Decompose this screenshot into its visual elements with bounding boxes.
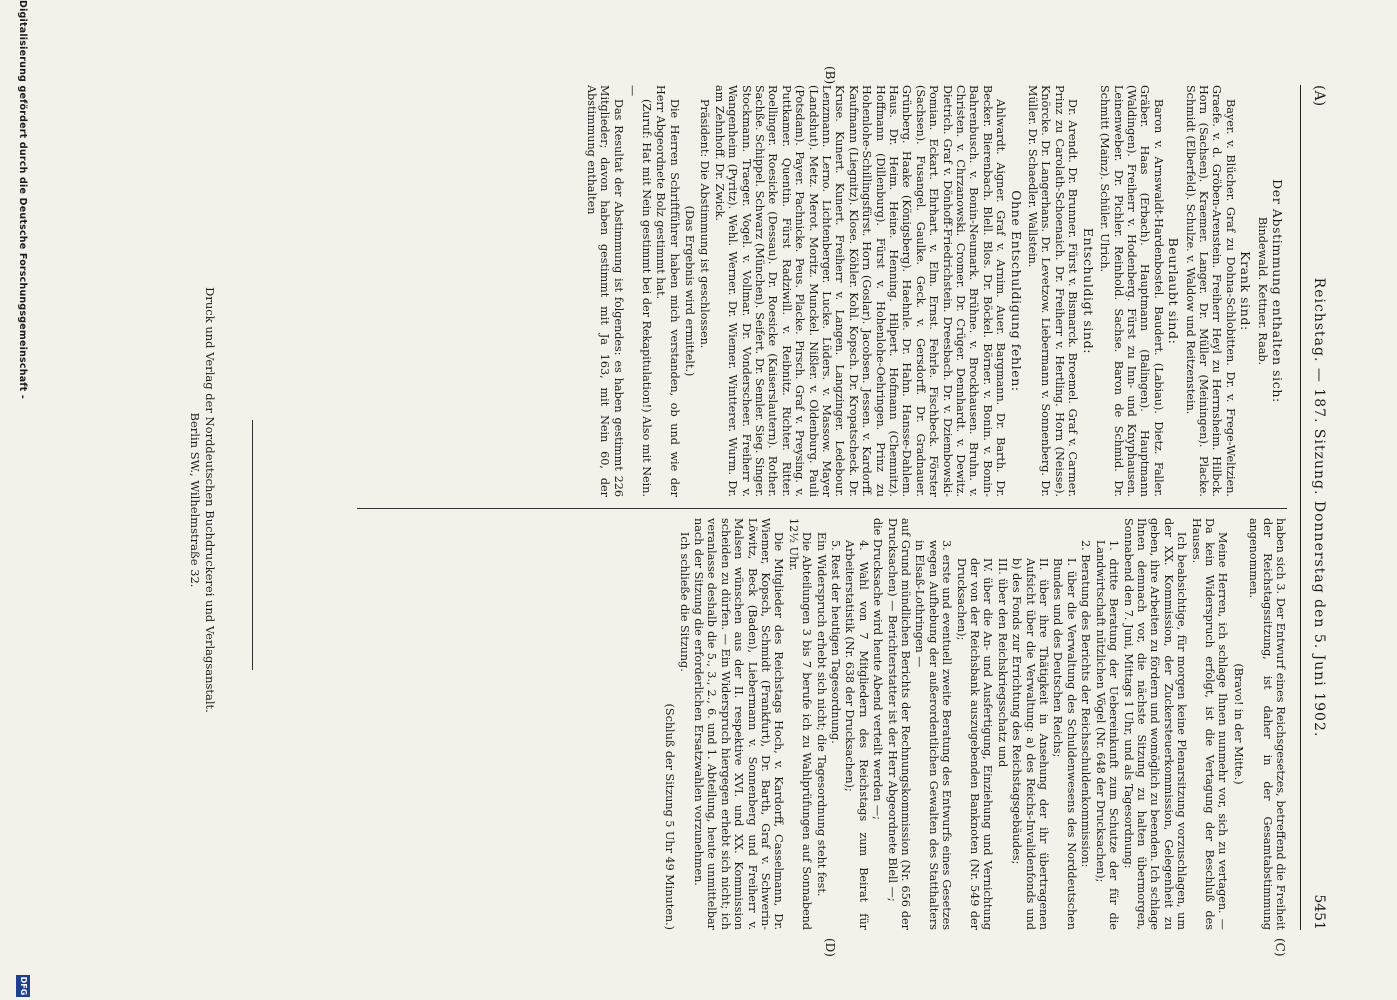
imprint-line-1: Druck und Verlag der Norddeutschen Buchdruckerei und Verlagsanstalt. bbox=[203, 287, 217, 713]
left-column-paragraph: (Zuruf: Hat mit Nein gestimmt bei der Rekapitulation!) Also mit Nein. — bbox=[626, 85, 653, 497]
left-column-paragraph: (Das Ergebnis wird ermittelt.) bbox=[682, 205, 696, 377]
funding-note: Digitalisierung gefördert durch die Deutsche Forschungsgemeinschaft - bbox=[17, 0, 28, 400]
right-column-paragraph: haben sich 3. Der Entwurf eines Reichsgesetzes, betreffend die Freiheit der Reichstagssitzung, ist daher in der Gesamtabstimmung angenommen. bbox=[1247, 518, 1287, 930]
column-separator bbox=[357, 508, 1287, 509]
right-column-paragraph: Die Mitglieder des Reichstags Hoch, v. Kardorff, Casselmann, Dr. Wiemer, Kopsch, Schmidt (Frankfurt), Dr. Barth, Graf v. Schwerin-Löwitz, Beck (Baden), Liebermann v. Sonnenberg und Freiherr v. Malsen wünschen aus der II. respektive XVI. und XX. Kommission scheiden zu dürfen. — Ein Widerspruch hiergegen erhebt sich nicht; ich veranlasse deshalb die 5., 3., 2., 6. und 1. Abteilung, heute unmittelbar nach der Sitzung die erforderlichen Ersatzwahlen vorzunehmen. bbox=[691, 518, 786, 930]
right-column bbox=[287, 518, 1287, 930]
left-column-paragraph: Bindewald. Kettner. Raab. bbox=[1255, 216, 1269, 366]
right-column-paragraph: Meine Herren, ich schlage Ihnen nunmehr vor, sich zu vertagen. — Da kein Widerspruch erfolgt, ist die Vertagung der Beschluß des Hauses. bbox=[1189, 518, 1230, 930]
margin-marker-a: (A) bbox=[1311, 85, 1327, 107]
left-column-paragraph: Ohne Entschuldigung fehlen: bbox=[1008, 190, 1024, 392]
imprint bbox=[187, 0, 217, 1000]
right-column-paragraph: 2. Beratung des Berichts der Reichsschuldenkommission: bbox=[1079, 540, 1093, 868]
footer bbox=[6, 0, 32, 1000]
left-column-paragraph: Entschuldigt sind: bbox=[1080, 227, 1096, 355]
right-column-paragraph: III. über den Reichskriegsschatz und bbox=[995, 558, 1009, 768]
right-column-paragraph: (Bravo! in der Mitte.) bbox=[1231, 663, 1245, 785]
dfg-logo: DFG bbox=[16, 975, 30, 997]
right-column-paragraph: auf Grund mündlichen Berichts der Rechnungskommission (Nr. 656 der Drucksachen) — Berichterstatter ist der Herr Abgeordnete Blell —; bbox=[885, 518, 913, 930]
end-rule bbox=[252, 420, 253, 670]
left-column-paragraph: Dr. Arendt. Dr. Brunner. Fürst v. Bismarck. Broemel. Graf v. Carmer. Prinz zu Carolath-Schoenaich. Dr. Freiherr v. Hertling. Horn (Neisse). Knörcke. Dr. Langerhans. Dr. Levetzow. Liebermann v. Sonnenberg. Dr. Müller. Dr. Schaedler. Wallstein. bbox=[1026, 85, 1080, 497]
left-column-paragraph: Präsident: Die Abstimmung ist geschlossen. bbox=[698, 99, 712, 349]
imprint-line-2: Berlin SW., Wilhelmstraße 32. bbox=[188, 412, 202, 588]
page-number: 5451 bbox=[1311, 894, 1327, 930]
header-rule bbox=[1300, 85, 1301, 930]
right-column-paragraph: Ein Widerspruch erhebt sich nicht; die Tagesordnung steht fest. bbox=[814, 532, 828, 897]
margin-marker-c: (C) bbox=[1273, 938, 1287, 957]
right-column-paragraph: Die Abteilungen 3 bis 7 berufe ich zu Wahlprüfungen auf Sonnabend 12½ Uhr. bbox=[786, 518, 814, 930]
right-column-paragraph: die Drucksache wird heute Abend verteilt werden —; bbox=[871, 518, 885, 820]
left-column bbox=[287, 85, 1287, 497]
left-column-paragraph: Baron v. Arnswaldt-Hardenbostel. Baudert. (Labiau). Dietz. Faller. Gräber. Haas (Erbach). Hauptmann (Balingen). Hauptmann (Waldingen). Freiherr v. Hodenberg. Fürst zu Inn- und Knyphausen. Leinenweber. Dr. Pichler. Reinhold. Sachse. Baron de Schmid. Dr. Schmitt (Mainz). Schüler. Ulrich. bbox=[1098, 85, 1165, 497]
right-column-paragraph: 4. Wahl von 7 Mitgliedern des Reichstags zum Beirat für Arbeiterstatistik (Nr. 638 der Drucksachen); bbox=[843, 540, 870, 930]
right-column-paragraph: Ich schließe die Sitzung. bbox=[677, 532, 691, 672]
page-header bbox=[1303, 85, 1327, 930]
right-column-paragraph: 5. Rest der heutigen Tagesordnung. bbox=[829, 540, 842, 744]
right-column-paragraph: I. über die Verwaltung des Schuldenwesens des Norddeutschen Bundes und des Deutschen Reichs; bbox=[1051, 558, 1078, 930]
left-column-paragraph: Die Herren Schriftführer haben mich verstanden, ob und wie der Herr Abgeordnete Bolz gestimmt hat. bbox=[654, 85, 681, 497]
right-column-paragraph: IV. über die An- und Ausfertigung, Einziehung und Vernichtung der von der Reichsbank auszugebenden Banknoten (Nr. 549 der Drucksachen); bbox=[954, 558, 995, 930]
left-column-paragraph: Krank sind: bbox=[1238, 251, 1254, 331]
left-column-paragraph: Der Abstimmung enthalten sich: bbox=[1270, 179, 1285, 403]
left-column-paragraph: Das Resultat der Abstimmung ist folgendes: es haben gestimmt 226 Mitglieder; davon haben gestimmt mit Ja 163, mit Nein 60, der Abstimmung enthalten bbox=[585, 85, 625, 497]
left-column-paragraph: Bayer. v. Blücher. Graf zu Dohna-Schlobitten. Dr. v. Frege-Weltzien. Graefe. v. d. Gröben-Arenstein. Freiherr Heyl zu Herrnsheim. Hilbck. Horn (Sachsen). Kraemer. Langer. Dr. Müller (Meiningen). Placke. Schmidt (Elberfeld). Schulze. v. Waldow und Reitzenstein. bbox=[1183, 85, 1237, 497]
right-column-paragraph: (Schluß der Sitzung 5 Uhr 49 Minuten.) bbox=[663, 703, 677, 930]
right-column-paragraph: Ich beabsichtige, für morgen keine Plenarsitzung vorzuschlagen, um der XX. Kommission, der Zuckersteuerkommission, Gelegenheit zu geben, ihre Arbeiten zu fördern und womöglich zu beenden. Ich schlage Ihnen demnach vor, die nächste Sitzung zu halten übermorgen, Sonnabend den 7. Juni, Mittags 1 Uhr, und als Tagesordnung: bbox=[1121, 518, 1189, 930]
right-column-paragraph: 3. erste und eventuell zweite Beratung des Entwurfs eines Gesetzes wegen Aufhebung der außerordentlichen Gewalten des Statthalters in Elsaß-Lothringen — bbox=[913, 540, 954, 930]
margin-marker-b: (B) bbox=[823, 66, 837, 85]
page-title: Reichstag. — 187. Sitzung. Donnerstag den 5. Juni 1902. bbox=[1311, 277, 1327, 738]
margin-marker-d: (D) bbox=[823, 938, 837, 957]
left-column-paragraph: Beurlaubt sind: bbox=[1166, 237, 1182, 345]
right-column-paragraph: 1. dritte Beratung der Uebereinkunft zum Schutze der für die Landwirtschaft nützlichen Vögel (Nr. 648 der Drucksachen); bbox=[1093, 540, 1121, 930]
right-column-paragraph: II. über ihre Thätigkeit in Ansehung der ihr übertragenen Aufsicht über die Verwaltung: a) des Reichs-Invalidenfonds und b) des Fonds zur Errichtung des Reichstagsgebäudes; bbox=[1010, 558, 1051, 930]
left-column-paragraph: Ahlwardt. Aigner. Graf v. Arnim. Auer. Bargmann. Dr. Barth. Dr. Becker. Bierenbach. Blell. Blos. Dr. Böckel. Börner. v. Bonin. v. Bonin-Bahrenbusch. v. Bonin-Neumark. Brühne. v. Brockhausen. Bruhn. v. Christen. v. Chrzanowski. Cromer. Dr. Crüger. Dennhardt. v. Dewitz. Dietrich. Graf v. Dönhoff-Friedrichstein. Dreesbach. Dr. v. Dziembowski-Pomian. Eckart. Ehrhart. v. Elm. Ernst. Fehrle. Fischbeck. Förster (Sachsen). Fusangel. Gaulke. Geck. v. Gersdorff. Dr. Gradnauer. Grünberg. Haake (Königsberg). Haehnle. Dr. Hahn. Hansse-Dahlem. Haus. Dr. Heim. Heine. Henning. Hilpert. Hofmann (Chemnitz). Hoffmann (Dillenburg). Fürst v. Hohenlohe-Oehringen. Prinz zu Hohenlohe-Schillingsfürst. Horn (Goslar). Jacobsen. Jessen. v. Kardorff. Kaufmann (Liegnitz). Klose. Köhler. Kohl. Kopsch. Dr. Kropatscheck. Dr. Kruse. Kunert. Kunert. Freiherr v. Langen. Langzinger. Ledebour. Lenzmann. Lerno. Lichtenberger. Lucke. Lüders. v. Massow. Mayer (Landshut). Metz. Merot. Moritz. Munckel. Nißler. v. Oldenburg. Pauli (Potsdam). Payer. Pachnicke. Peus. Placke. Pirsch. Graf v. Preysing. v. Puttkamer. Quentin. Fürst Radziwill. v. Reibnitz. Richter. Ritter. Roellinger. Roesicke (Dessau). Dr. Roesicke (Kaiserslautern). Rother. Sachße. Schippel. Schwarz (München). Seifert. Dr. Semler. Sieg. Singer. Stockmann. Traeger. Vogel. v. Vollmar. Dr. Vonderscheer. Freiherr v. Wangenheim (Pyritz). Wehl. Werner. Dr. Wiemer. Wintterer. Wurm. Dr. am Zehnhoff. Dr. Zwick. bbox=[712, 85, 1008, 497]
